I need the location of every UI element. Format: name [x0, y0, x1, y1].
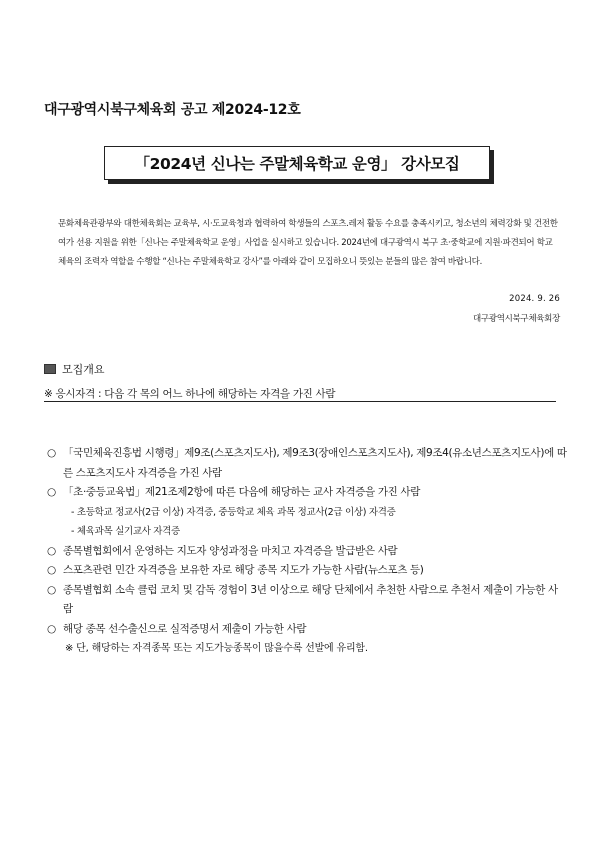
square-bullet-icon	[44, 364, 56, 374]
notice-number: 대구광역시북구체육회 공고 제2024-12호	[44, 102, 301, 118]
signature: 대구광역시북구체육회장	[472, 314, 560, 324]
list-item-text: 종목별협회에서 운영하는 지도자 양성과정을 마치고 자격증을 발급받은 사람	[63, 544, 398, 557]
circle-bullet-icon: ○	[47, 622, 56, 635]
circle-bullet-icon: ○	[47, 544, 56, 557]
notice-date: 2024. 9. 26	[509, 294, 560, 304]
sub-item: - 체육과목 실기교사 자격증	[71, 526, 180, 537]
divider	[44, 401, 556, 402]
circle-bullet-icon: ○	[47, 583, 56, 596]
list-item-text: 해당 종목 선수출신으로 실적증명서 제출이 가능한 사람	[63, 622, 307, 635]
list-item	[47, 542, 567, 562]
list-item	[47, 581, 567, 620]
footnote: ※ 단, 해당하는 자격종목 또는 지도가능종목이 많을수록 선발에 유리함.	[65, 643, 368, 654]
list-item	[47, 620, 567, 640]
notice-title-box	[104, 146, 496, 186]
list-item	[47, 483, 567, 503]
section-heading	[44, 361, 105, 377]
circle-bullet-icon: ○	[47, 564, 56, 576]
circle-bullet-icon: ○	[47, 486, 56, 498]
qualification-line: ※ 응시자격 : 다음 각 목의 어느 하나에 해당하는 자격을 가진 사람	[44, 388, 336, 400]
circle-bullet-icon: ○	[47, 447, 56, 459]
list-item-text: 종목별협회 소속 클럽 코치 및 감독 경험이 3년 이상으로 해당 단체에서 추천한 사람으로 추천서 제출이 가능한 사람	[63, 583, 558, 615]
list-item	[47, 561, 567, 581]
intro-paragraph: 문화체육관광부와 대한체육회는 교육부, 시·도교육청과 협력하여 학생들의 스포츠.레저 활동 수요를 충족시키고, 청소년의 체력강화 및 건전한 여가 선용 지원을 위한「신나는 주말체육학교 운영」사업을 실시하고 있습니다. 2024년에 대구광역시 북구 초·중학교에 지원·파견되어 학교체육의 조력자 역할을 수행할 “신나는 주말체육학교 강사”를 아래와 같이 모집하오니 뜻있는 분들의 많은 참여 바랍니다.	[58, 219, 558, 267]
notice-title: 「2024년 신나는 주말체육학교 운영」 강사모집	[104, 146, 490, 180]
section-heading-label: 모집개요	[62, 363, 105, 376]
list-item	[47, 444, 567, 483]
list-item-text: 「초·중등교육법」제21조제2항에 따른 다음에 해당하는 교사 자격증을 가진 사람	[63, 486, 420, 498]
list-item-text: 「국민체육진흥법 시행령」제9조(스포츠지도사), 제9조3(장애인스포츠지도사), 제9조4(유소년스포츠지도사)에 따른 스포츠지도사 자격증을 가진 사람	[63, 447, 567, 479]
qualification-list	[47, 444, 567, 659]
sub-item: - 초등학교 정교사(2급 이상) 자격증, 중등학교 체육 과목 정교사(2급 이상) 자격증	[71, 506, 396, 518]
list-item-text: 스포츠관련 민간 자격증을 보유한 자로 해당 종목 지도가 가능한 사람(뉴스포츠 등)	[63, 564, 424, 576]
